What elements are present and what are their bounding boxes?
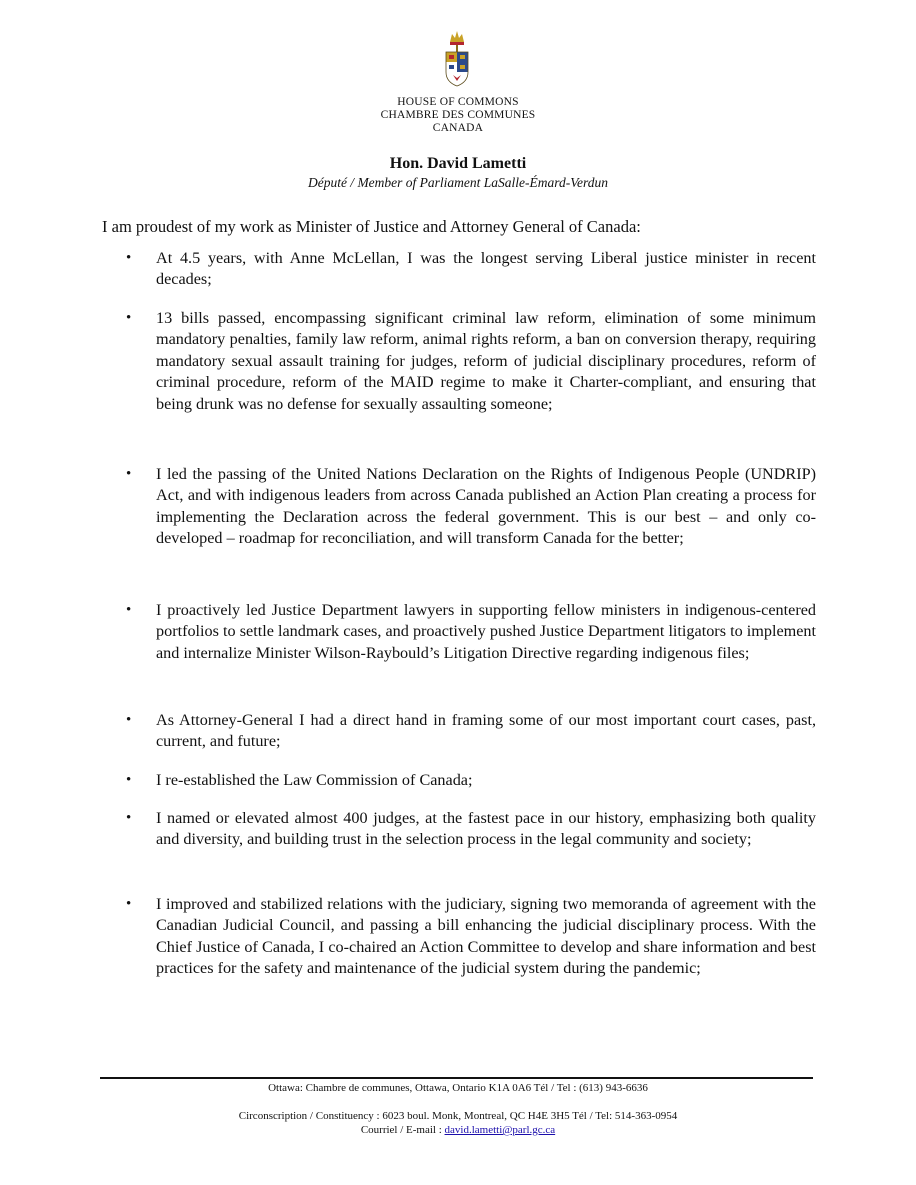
member-name: Hon. David Lametti <box>389 155 527 172</box>
list-item-text: I led the passing of the United Nations Declaration on the Rights of Indigenous People (UNDRIP) Act, and with indigenous leaders from across Canada published an Action Plan creating a process for implementing the Declaration across the federal government. This is our best – and only co-developed – roadmap for reconciliation, and will transform Canada for the better; <box>156 465 816 548</box>
footer-constituency-address: Circonscription / Constituency : 6023 boul. Monk, Montreal, QC H4E 3H5 Tél / Tel: 514-363-0954 <box>238 1110 678 1122</box>
intro-paragraph: I am proudest of my work as Minister of Justice and Attorney General of Canada: <box>102 217 641 236</box>
member-title: Député / Member of Parliament LaSalle-Émard-Verdun <box>307 175 609 190</box>
bullet-icon: • <box>126 772 132 788</box>
letterhead-line-chambre-des-communes: CHAMBRE DES COMMUNES <box>380 109 536 121</box>
list-item <box>126 600 816 664</box>
list-item <box>126 808 816 851</box>
bullet-icon: • <box>126 712 132 728</box>
list-item <box>126 710 816 753</box>
list-item <box>126 894 816 980</box>
list-item-text: At 4.5 years, with Anne McLellan, I was the longest serving Liberal justice minister in recent decades; <box>156 249 816 289</box>
email-link[interactable]: david.lametti@parl.gc.ca <box>444 1124 556 1136</box>
list-item-text: 13 bills passed, encompassing significant criminal law reform, elimination of some minimum mandatory penalties, family law reform, animal rights reform, a ban on conversion therapy, requiring mandatory sexual assault training for judges, reform of judicial disciplinary procedures, reform of criminal procedure, reform of the MAID regime to make it Charter-compliant, and ensuring that being drunk was no defense for sexually assaulting someone; <box>156 309 816 413</box>
bullet-icon: • <box>126 250 132 266</box>
letterhead-line-canada: CANADA <box>432 122 484 134</box>
footer-email-label: Courriel / E-mail : <box>360 1124 445 1136</box>
list-item <box>126 770 816 791</box>
bullet-icon: • <box>126 810 132 826</box>
list-item-text: I proactively led Justice Department lawyers in supporting fellow ministers in indigenous-centered portfolios to settle landmark cases, and proactively pushed Justice Department litigators to implement and internalize Minister Wilson-Raybould’s Litigation Directive regarding indigenous files; <box>156 601 816 662</box>
footer-ottawa-address: Ottawa: Chambre de communes, Ottawa, Ontario K1A 0A6 Tél / Tel : (613) 943-6636 <box>268 1082 648 1094</box>
bullet-icon: • <box>126 466 132 482</box>
list-item <box>126 308 816 415</box>
bullet-icon: • <box>126 896 132 912</box>
letterhead-line-house-of-commons: HOUSE OF COMMONS <box>397 96 519 108</box>
bullet-icon: • <box>126 310 132 326</box>
list-item-text: As Attorney-General I had a direct hand in framing some of our most important court cases, past, current, and future; <box>156 711 816 751</box>
list-item-text: I improved and stabilized relations with the judiciary, signing two memoranda of agreement with the Canadian Judicial Council, and passing a bill enhancing the judicial disciplinary process. With the Chief Justice of Canada, I co-chaired an Action Committee to develop and share information and best practices for the safety and maintenance of the judicial system during the pandemic; <box>156 895 816 978</box>
list-item <box>126 248 816 291</box>
list-item-text: I re-established the Law Commission of Canada; <box>156 771 473 789</box>
list-item <box>126 464 816 550</box>
list-item-text: I named or elevated almost 400 judges, at the fastest pace in our history, emphasizing both quality and diversity, and building trust in the selection process in the legal community and society; <box>156 809 816 849</box>
footer-email <box>0 1124 916 1137</box>
bullet-icon: • <box>126 602 132 618</box>
footer-divider <box>100 1077 813 1079</box>
